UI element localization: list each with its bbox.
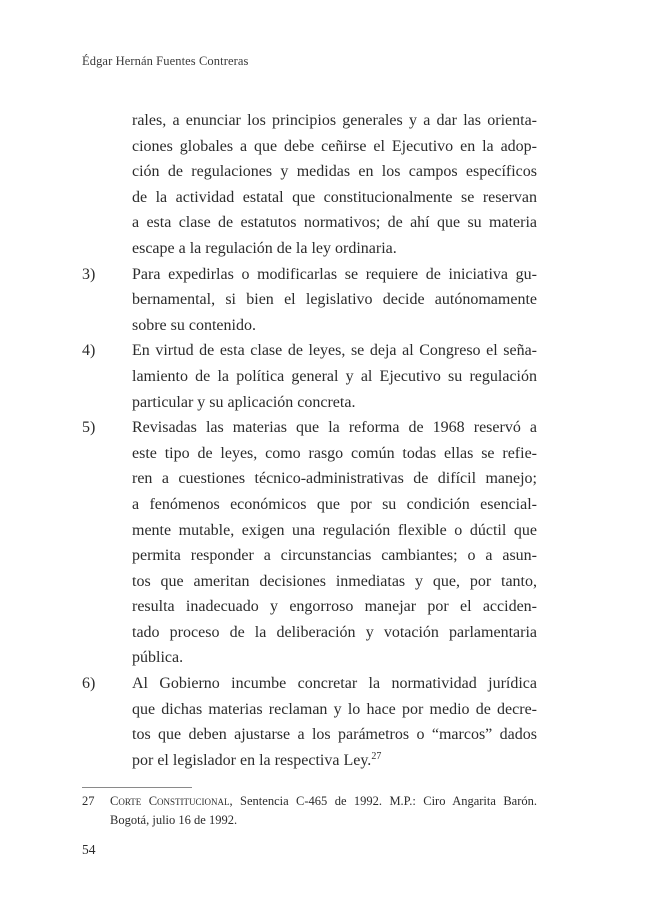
footnote-rule	[82, 787, 192, 788]
numbered-list	[82, 108, 537, 773]
text-line: este tipo de leyes, como rasgo común todas ellas se refie-	[132, 444, 537, 462]
text-line: mente mutable, exigen una regulación flexible o dúctil que	[132, 521, 537, 539]
item-text	[132, 262, 537, 339]
footnote-line: Bogotá, julio 16 de 1992.	[110, 813, 238, 827]
text-line: tos que deben ajustarse a los parámetros o “marcos” dados	[132, 726, 537, 744]
list-item-6	[82, 671, 537, 773]
page-number: 54	[82, 842, 96, 857]
item-text	[132, 671, 537, 773]
text-line: ción de regulaciones y medidas en los campos específicos	[132, 163, 537, 181]
text-line: permita responder a circunstancias cambiantes; o a asun-	[132, 547, 537, 565]
text-line: lamiento de la política general y al Ejecutivo su regulación	[132, 367, 537, 385]
footnote-citation: , Sentencia C-465 de 1992. M.P.: Ciro Angarita Barón.	[229, 794, 537, 808]
running-head: Édgar Hernán Fuentes Contreras	[82, 54, 249, 68]
text-line: pública.	[132, 649, 184, 667]
footnote-ref[interactable]: 27	[371, 750, 382, 762]
text-line: a esta clase de estatutos normativos; de ahí que su materia	[132, 214, 537, 232]
text-line: Revisadas las materias que la reforma de 1968 reservó a	[132, 419, 537, 437]
item-number: 5)	[82, 419, 96, 437]
text-line: ciones globales a que debe ceñirse el Ejecutivo en la adop-	[132, 137, 537, 155]
item-number: 6)	[82, 675, 96, 693]
list-item-5	[82, 415, 537, 671]
text-line: que dichas materias reclaman y lo hace por medio de decre-	[132, 700, 537, 718]
text-line	[132, 748, 537, 774]
footnote	[82, 792, 537, 830]
text-line: de la actividad estatal que constitucionalmente se reservan	[132, 188, 537, 206]
footnote-number: 27	[82, 794, 95, 808]
item-text	[132, 415, 537, 671]
footnote-body	[110, 792, 537, 830]
text-line: En virtud de esta clase de leyes, se deja al Congreso el seña-	[132, 342, 537, 360]
text-line: a fenómenos económicos que por su condición esencial-	[132, 495, 537, 513]
text-line: bernamental, si bien el legislativo decide autónomamente	[132, 291, 537, 309]
list-item-3	[82, 262, 537, 339]
text-line: Para expedirlas o modificarlas se requiere de iniciativa gu-	[132, 265, 537, 283]
text-line: ren a cuestiones técnico-administrativas de difícil manejo;	[132, 470, 537, 488]
text-line: particular y su aplicación concreta.	[132, 393, 356, 411]
item-number: 3)	[82, 265, 96, 283]
text-line: tado proceso de la deliberación y votación parlamentaria	[132, 623, 537, 641]
text-line: sobre su contenido.	[132, 316, 256, 334]
text-line: escape a la regulación de la ley ordinaria.	[132, 239, 397, 257]
footnote-author: Corte Constitucional	[110, 794, 230, 808]
text-line: tos que ameritan decisiones inmediatas y que, por tanto,	[132, 572, 537, 590]
item-number: 4)	[82, 342, 96, 360]
continuation-paragraph	[132, 108, 537, 262]
text-line: resulta inadecuado y engorroso manejar por el acciden-	[132, 598, 537, 616]
item-text	[132, 338, 537, 415]
text-line: Al Gobierno incumbe concretar la normatividad jurídica	[132, 675, 537, 693]
text-line-content: por el legislador en la respectiva Ley.	[132, 751, 372, 769]
list-item-4	[82, 338, 537, 415]
footnote-line	[110, 792, 537, 811]
text-line: rales, a enunciar los principios generales y a dar las orienta-	[132, 112, 537, 129]
